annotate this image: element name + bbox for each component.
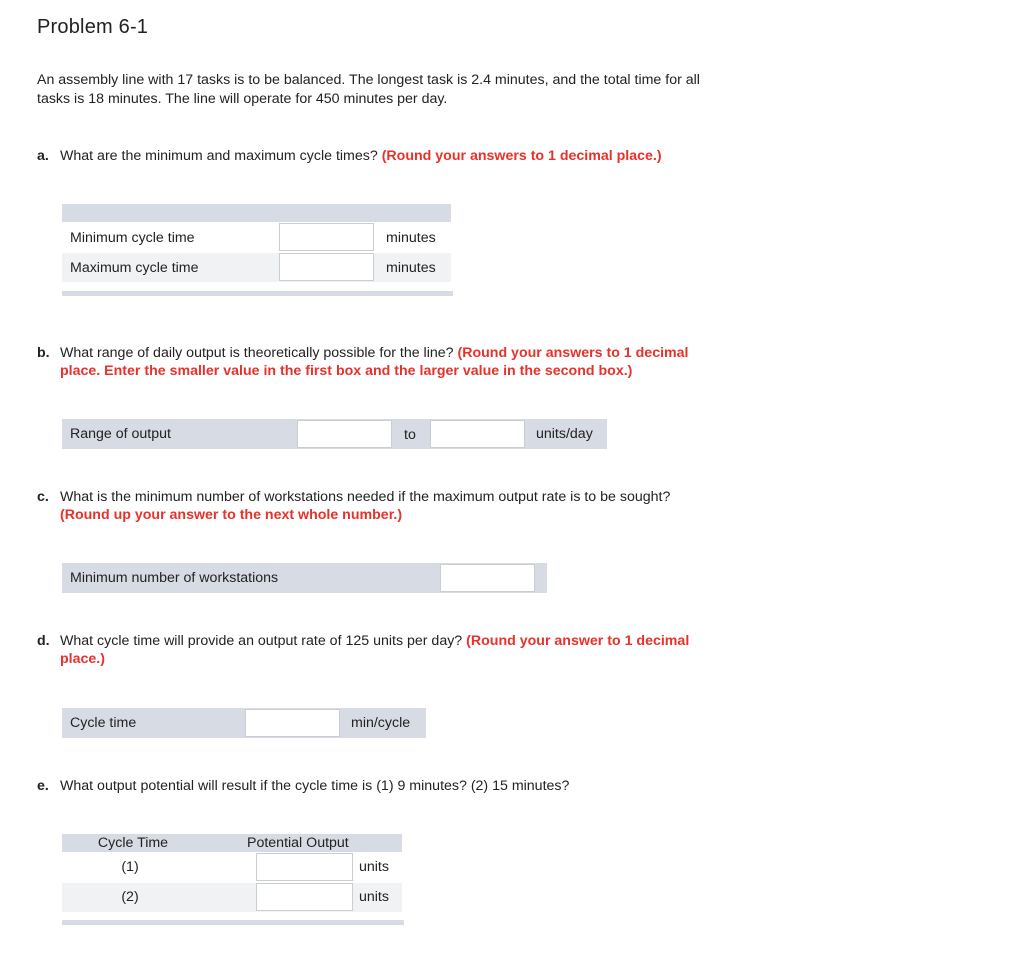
potential-output-2-input[interactable] (256, 883, 353, 911)
col-potential-output-header: Potential Output (247, 835, 349, 851)
question-c-instruction: (Round up your answer to the next whole number.) (60, 507, 403, 523)
min-cycle-time-label: Minimum cycle time (70, 230, 195, 246)
question-a-letter: a. (37, 148, 49, 164)
question-a (37, 147, 662, 165)
problem-title: Problem 6-1 (37, 16, 149, 38)
col-cycle-time-header: Cycle Time (97, 835, 169, 851)
part-a-table-footer (62, 291, 453, 296)
range-of-output-label: Range of output (70, 426, 171, 442)
question-b-instruction-2: place. Enter the smaller value in the first box and the larger value in the second box.) (60, 363, 633, 379)
question-d-letter: d. (37, 633, 50, 649)
max-cycle-time-label: Maximum cycle time (70, 260, 199, 276)
question-a-text: What are the minimum and maximum cycle times? (60, 148, 378, 164)
min-cycle-time-unit: minutes (386, 230, 436, 246)
intro-line-1: An assembly line with 17 tasks is to be balanced. The longest task is 2.4 minutes, and the total time for all (37, 72, 700, 88)
question-e (37, 777, 569, 795)
question-c-text: What is the minimum number of workstations needed if the maximum output rate is to be sought? (60, 489, 671, 505)
question-e-text: What output potential will result if the cycle time is (1) 9 minutes? (2) 15 minutes? (60, 778, 570, 794)
problem-intro (37, 71, 807, 109)
min-workstations-input[interactable] (440, 564, 535, 592)
min-cycle-time-input[interactable] (279, 223, 374, 251)
row-2-label: (2) (121, 889, 139, 905)
max-cycle-time-input[interactable] (279, 253, 374, 281)
range-to-label: to (404, 427, 416, 443)
part-a-table-header (62, 204, 451, 222)
min-workstations-label: Minimum number of workstations (70, 570, 279, 586)
question-d-instruction-2: place.) (60, 651, 105, 667)
part-e-table-footer (62, 920, 404, 925)
row-2-unit: units (359, 889, 389, 905)
row-1-unit: units (359, 859, 389, 875)
question-d (37, 632, 689, 668)
question-b-letter: b. (37, 345, 50, 361)
row-1-label: (1) (121, 859, 139, 875)
question-d-instruction-1: (Round your answer to 1 decimal (466, 633, 690, 649)
question-a-instruction: (Round your answers to 1 decimal place.) (381, 148, 662, 164)
question-c-letter: c. (37, 489, 49, 505)
range-unit: units/day (536, 426, 593, 442)
cycle-time-unit: min/cycle (351, 715, 411, 731)
question-e-letter: e. (37, 778, 49, 794)
question-b-instruction-1: (Round your answers to 1 decimal (457, 345, 689, 361)
range-high-input[interactable] (430, 420, 525, 448)
max-cycle-time-unit: minutes (386, 260, 436, 276)
intro-line-2: tasks is 18 minutes. The line will operate for 450 minutes per day. (37, 91, 448, 107)
cycle-time-label: Cycle time (70, 715, 137, 731)
potential-output-1-input[interactable] (256, 853, 353, 881)
cycle-time-input[interactable] (245, 709, 340, 737)
question-d-text: What cycle time will provide an output rate of 125 units per day? (60, 633, 463, 649)
range-low-input[interactable] (297, 420, 392, 448)
question-b (37, 344, 688, 380)
question-c (37, 488, 670, 524)
question-b-text: What range of daily output is theoretically possible for the line? (60, 345, 454, 361)
